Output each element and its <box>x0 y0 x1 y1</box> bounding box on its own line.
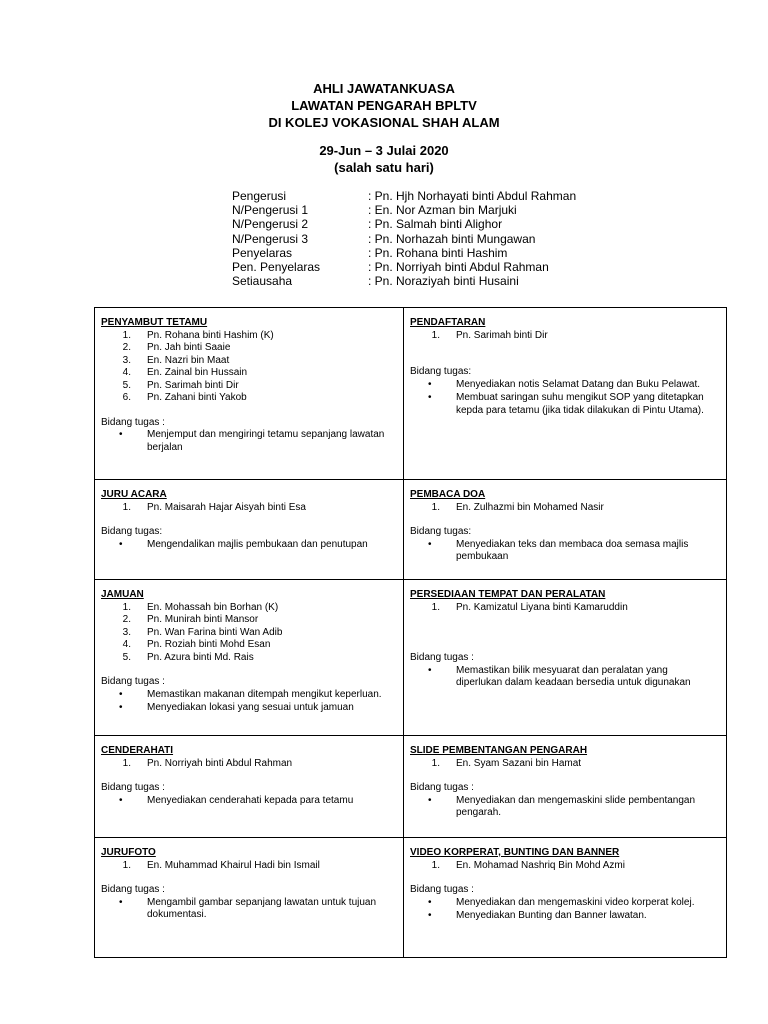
section-title: VIDEO KORPERAT, BUNTING DAN BANNER <box>410 847 620 858</box>
duty-text: Mengambil gambar sepanjang lawatan untuk tujuan dokumentasi. <box>147 896 377 920</box>
duty-row <box>95 838 727 958</box>
duty-section <box>95 736 404 838</box>
member-list <box>101 330 397 405</box>
committee-name: : En. Nor Azman bin Marjuki <box>368 203 517 218</box>
duty-section <box>95 838 404 958</box>
member-list <box>410 860 720 873</box>
duty-row <box>95 308 727 480</box>
duty-list <box>410 795 720 820</box>
member-item: 1. En. Muhammad Khairul Hadi bin Ismail <box>122 859 320 871</box>
member-list <box>101 502 397 515</box>
member-item: 3. Pn. Wan Farina binti Wan Adib <box>122 626 283 638</box>
committee-role: Penyelaras <box>232 245 293 260</box>
bullet-icon: • <box>119 429 123 440</box>
section-title: JURUFOTO <box>101 847 156 858</box>
duty-section <box>404 736 727 838</box>
section-title: PERSEDIAAN TEMPAT DAN PERALATAN <box>410 589 606 600</box>
bullet-icon: • <box>428 392 432 403</box>
committee-role: Pengerusi <box>232 189 287 203</box>
duty-item <box>410 910 720 923</box>
member-name: Pn. Roziah binti Mohd Esan <box>147 639 271 650</box>
duty-text: Menyediakan dan mengemaskini slide pembentangan pengarah. <box>456 794 696 818</box>
duty-item <box>410 392 720 417</box>
duty-item <box>410 539 720 564</box>
member-list <box>101 602 397 665</box>
duty-list <box>101 795 397 808</box>
duty-item <box>101 897 397 922</box>
committee-role: Pen. Penyelaras <box>232 260 321 275</box>
member-name: Pn. Rohana binti Hashim (K) <box>147 329 274 341</box>
member-name: En. Zulhazmi bin Mohamed Nasir <box>456 501 604 513</box>
bidang-tugas-label: Bidang tugas : <box>410 652 474 663</box>
duty-list <box>410 665 720 690</box>
committee-role: Setiausaha <box>232 274 293 289</box>
member-name: Pn. Wan Farina binti Wan Adib <box>147 626 283 638</box>
committee-row <box>232 246 576 260</box>
committee-name: : Pn. Noraziyah binti Husaini <box>368 274 519 289</box>
duty-text: Memastikan bilik mesyuarat dan peralatan yang diperlukan dalam keadaan bersedia untuk digunakan <box>456 664 691 688</box>
duty-table <box>94 307 727 958</box>
duty-row <box>95 480 727 580</box>
member-name: Pn. Munirah binti Mansor <box>147 614 259 625</box>
member-item: 5. Pn. Azura binti Md. Rais <box>122 651 254 663</box>
committee-row <box>232 274 576 288</box>
bullet-icon: • <box>428 896 432 908</box>
duty-text: Memastikan makanan ditempah mengikut keperluan. <box>147 688 382 700</box>
section-title: PENYAMBUT TETAMU <box>101 317 208 328</box>
duty-text: Menyediakan Bunting dan Banner lawatan. <box>456 910 647 921</box>
member-item: 1. En. Syam Sazani bin Hamat <box>431 757 582 769</box>
duty-item <box>410 379 720 392</box>
member-item: 4. En. Zainal bin Hussain <box>122 367 248 378</box>
member-name: Pn. Kamizatul Liyana binti Kamaruddin <box>456 601 628 613</box>
duty-list <box>101 429 397 454</box>
duty-text: Menjemput dan mengiringi tetamu sepanjang lawatan berjalan <box>147 429 385 453</box>
member-list <box>101 758 397 771</box>
duty-item <box>101 689 397 702</box>
committee-row <box>232 203 576 217</box>
member-name: Pn. Maisarah Hajar Aisyah binti Esa <box>147 501 306 513</box>
bullet-icon: • <box>428 794 432 806</box>
duty-text: Mengendalikan majlis pembukaan dan penutupan <box>147 538 368 550</box>
bullet-icon: • <box>119 702 123 713</box>
bullet-icon: • <box>428 910 432 921</box>
member-name: Pn. Zahani binti Yakob <box>147 392 247 403</box>
member-item: 1. Pn. Rohana binti Hashim (K) <box>122 329 274 341</box>
bullet-icon: • <box>428 378 432 390</box>
member-item: 6. Pn. Zahani binti Yakob <box>122 392 247 403</box>
document-title-block <box>0 80 768 176</box>
bullet-icon: • <box>428 664 432 676</box>
member-name: Pn. Azura binti Md. Rais <box>147 651 254 663</box>
member-item: 1. En. Mohassah bin Borhan (K) <box>122 601 279 613</box>
member-item: 1. Pn. Norriyah binti Abdul Rahman <box>122 757 293 769</box>
duty-list <box>410 897 720 923</box>
member-item: 1. Pn. Maisarah Hajar Aisyah binti Esa <box>122 501 306 513</box>
duty-item <box>101 539 397 552</box>
bullet-icon: • <box>428 538 432 550</box>
member-item: 3. En. Nazri bin Maat <box>122 354 230 366</box>
member-name: Pn. Jah binti Saaie <box>147 342 231 353</box>
duty-section <box>404 308 727 480</box>
committee-role: N/Pengerusi 3 <box>232 231 309 246</box>
committee-row <box>232 232 576 246</box>
bidang-tugas-label: Bidang tugas: <box>410 526 472 537</box>
committee-name: : Pn. Norriyah binti Abdul Rahman <box>368 260 549 275</box>
committee-row <box>232 189 576 203</box>
member-name: En. Syam Sazani bin Hamat <box>456 757 582 769</box>
member-item: 2. Pn. Munirah binti Mansor <box>122 614 259 625</box>
duty-list <box>410 379 720 418</box>
duty-section <box>95 480 404 580</box>
member-list <box>410 602 720 615</box>
committee-name: : Pn. Hjh Norhayati binti Abdul Rahman <box>368 189 577 203</box>
member-name: Pn. Sarimah binti Dir <box>147 379 239 391</box>
duty-item <box>101 795 397 808</box>
duty-section <box>95 580 404 736</box>
duty-list <box>101 897 397 922</box>
bidang-tugas-label: Bidang tugas : <box>410 782 474 793</box>
member-name: En. Muhammad Khairul Hadi bin Ismail <box>147 859 320 871</box>
member-item: 1. Pn. Sarimah binti Dir <box>431 329 548 341</box>
bullet-icon: • <box>119 538 123 550</box>
duty-section <box>95 308 404 480</box>
member-item: 2. Pn. Jah binti Saaie <box>122 342 231 353</box>
duty-text: Menyediakan dan mengemaskini video korperat kolej. <box>456 896 695 908</box>
member-name: En. Nazri bin Maat <box>147 354 230 366</box>
committee-name: : Pn. Norhazah binti Mungawan <box>368 231 536 246</box>
committee-role: N/Pengerusi 2 <box>232 217 309 232</box>
duty-row <box>95 580 727 736</box>
member-name: Pn. Norriyah binti Abdul Rahman <box>147 757 293 769</box>
duty-section <box>404 480 727 580</box>
member-item: 5. Pn. Sarimah binti Dir <box>122 379 239 391</box>
member-list <box>410 330 720 343</box>
duty-list <box>101 689 397 715</box>
member-item: 1. Pn. Kamizatul Liyana binti Kamaruddin <box>431 601 628 613</box>
title-line-1: AHLI JAWATANKUASA <box>313 81 455 96</box>
member-list <box>101 860 397 873</box>
duty-section <box>404 580 727 736</box>
committee-name: : Pn. Salmah binti Alighor <box>368 217 503 232</box>
duty-item <box>410 795 720 820</box>
section-title: PENDAFTARAN <box>410 317 486 328</box>
bidang-tugas-label: Bidang tugas: <box>410 366 472 377</box>
member-item: 4. Pn. Roziah binti Mohd Esan <box>122 639 271 650</box>
member-item: 1. En. Zulhazmi bin Mohamed Nasir <box>431 501 604 513</box>
date-range: 29-Jun – 3 Julai 2020 <box>319 143 449 158</box>
bidang-tugas-label: Bidang tugas : <box>101 416 165 428</box>
duty-text: Menyediakan cenderahati kepada para tetamu <box>147 794 354 806</box>
duty-item <box>101 429 397 454</box>
bullet-icon: • <box>119 794 123 806</box>
bidang-tugas-label: Bidang tugas : <box>410 884 474 895</box>
member-name: Pn. Sarimah binti Dir <box>456 329 548 341</box>
duty-text: Menyediakan teks dan membaca doa semasa majlis pembukaan <box>456 538 689 562</box>
member-list <box>410 758 720 771</box>
section-title: PEMBACA DOA <box>410 489 486 500</box>
title-line-3: DI KOLEJ VOKASIONAL SHAH ALAM <box>268 115 500 130</box>
title-line-2: LAWATAN PENGARAH BPLTV <box>291 98 477 113</box>
bullet-icon: • <box>119 896 123 908</box>
bullet-icon: • <box>119 688 123 700</box>
committee-name: : Pn. Rohana binti Hashim <box>368 245 508 260</box>
bidang-tugas-label: Bidang tugas : <box>101 676 165 687</box>
duty-row <box>95 736 727 838</box>
committee-role: N/Pengerusi 1 <box>232 203 309 218</box>
duty-list <box>101 539 397 552</box>
committee-list <box>232 189 576 288</box>
bidang-tugas-label: Bidang tugas: <box>101 526 163 537</box>
section-title: JURU ACARA <box>101 489 167 500</box>
duty-list <box>410 539 720 564</box>
bidang-tugas-label: Bidang tugas : <box>101 884 165 895</box>
duty-item <box>410 897 720 910</box>
committee-row <box>232 260 576 274</box>
bidang-tugas-label: Bidang tugas : <box>101 782 165 793</box>
date-note: (salah satu hari) <box>334 160 434 175</box>
duty-section <box>404 838 727 958</box>
duty-item <box>410 665 720 690</box>
member-name: En. Mohassah bin Borhan (K) <box>147 601 279 613</box>
duty-text: Membuat saringan suhu mengikut SOP yang ditetapkan kepda para tetamu (jika tidak dilakukan di Pintu Utama). <box>456 392 704 416</box>
duty-text: Menyediakan notis Selamat Datang dan Buku Pelawat. <box>456 378 701 390</box>
member-item: 1. En. Mohamad Nashriq Bin Mohd Azmi <box>431 859 625 871</box>
section-title: CENDERAHATI <box>101 745 174 756</box>
duty-item <box>101 702 397 715</box>
section-title: SLIDE PEMBENTANGAN PENGARAH <box>410 745 588 756</box>
member-name: En. Zainal bin Hussain <box>147 367 248 378</box>
section-title: JAMUAN <box>101 589 144 600</box>
member-list <box>410 502 720 515</box>
duty-text: Menyediakan lokasi yang sesuai untuk jamuan <box>147 702 354 713</box>
member-name: En. Mohamad Nashriq Bin Mohd Azmi <box>456 859 625 871</box>
committee-row <box>232 217 576 231</box>
